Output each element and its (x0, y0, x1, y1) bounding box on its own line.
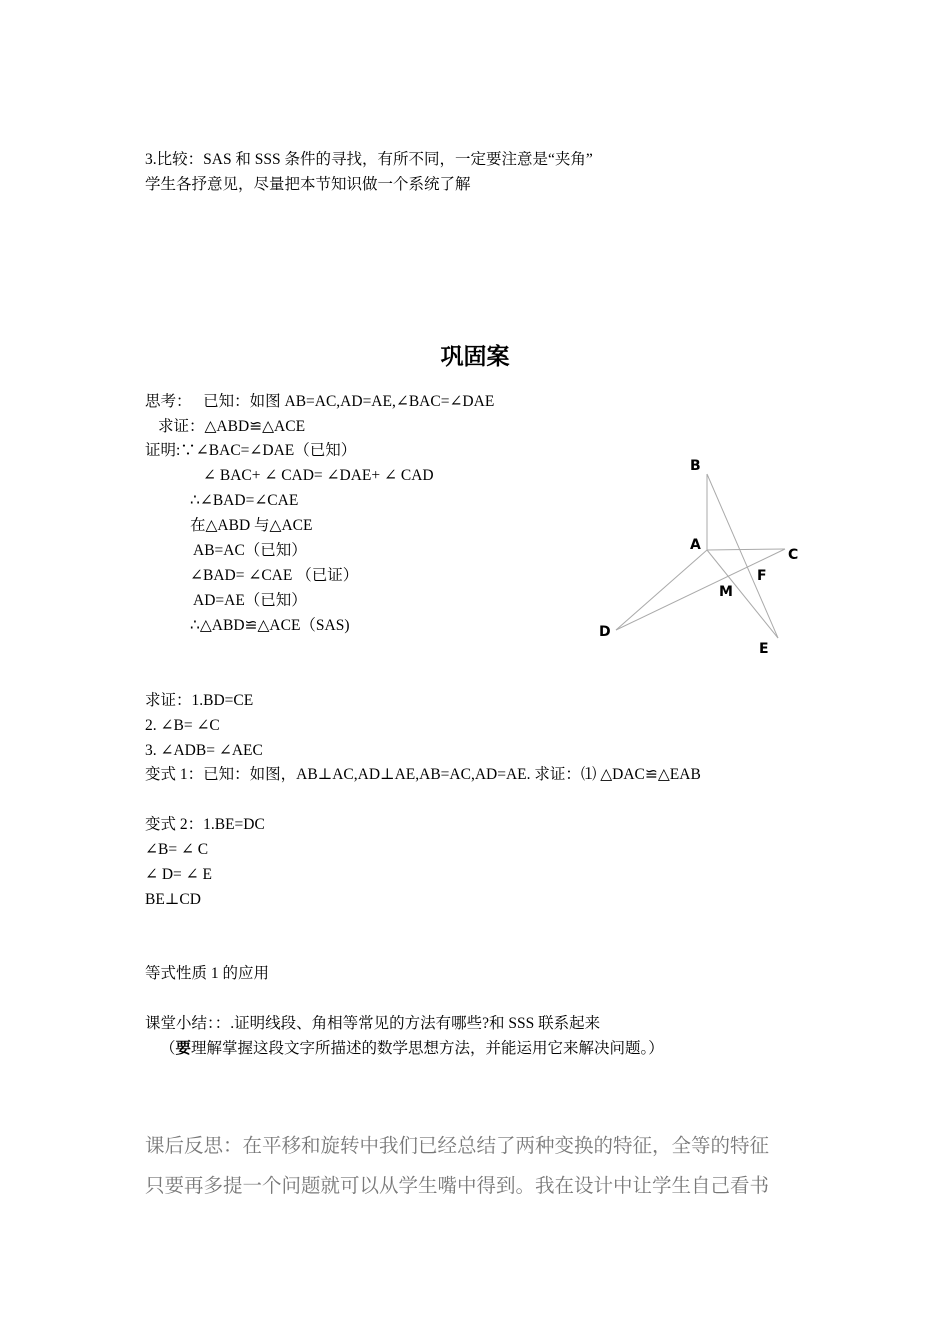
segment-DC (616, 549, 785, 630)
label-C: C (788, 547, 799, 563)
task-3: 3. ∠ADB= ∠AEC (145, 742, 263, 759)
label-A: A (690, 537, 701, 553)
proof-step-8: ∴△ABD≌△ACE（SAS) (190, 617, 350, 634)
proof-step-1: 证明:∵∠BAC=∠DAE（已知） (145, 442, 357, 459)
geometry-figure (590, 450, 820, 670)
reflection-line-1: 课后反思：在平移和旋转中我们已经总结了两种变换的特征，全等的特征 (145, 1134, 770, 1157)
label-E: E (759, 641, 769, 657)
variant-2-c: BE⊥CD (145, 891, 201, 908)
proof-step-6: ∠BAD= ∠CAE （已证） (190, 567, 359, 584)
variant-1: 变式 1：已知：如图，AB⊥AC,AD⊥AE,AB=AC,AD=AE. 求证：⑴ △DAC≌△EAB (145, 766, 701, 783)
segment-BE (707, 474, 778, 638)
task-2: 2. ∠B= ∠C (145, 717, 220, 734)
label-M: M (719, 584, 733, 600)
proof-step-2: ∠ BAC+ ∠ CAD= ∠DAE+ ∠ CAD (203, 467, 434, 484)
requirement-paren: （ (160, 1040, 176, 1057)
label-D: D (599, 624, 611, 640)
variant-2: 变式 2：1.BE=DC (145, 816, 265, 833)
label-B: B (690, 458, 701, 474)
task-1: 求证：1.BD=CE (145, 692, 254, 709)
variant-2-a: ∠B= ∠ C (145, 841, 209, 858)
proof-step-3: ∴∠BAD=∠CAE (190, 492, 299, 509)
class-summary: 课堂小结：：.证明线段、角相等常见的方法有哪些?和 SSS 联系起来 (145, 1015, 601, 1032)
segment-AE (707, 550, 778, 638)
reflection-line-2: 只要再多提一个问题就可以从学生嘴中得到。我在设计中让学生自己看书 (145, 1174, 770, 1197)
property-note: 等式性质 1 的应用 (145, 965, 270, 982)
opinion-note: 学生各抒意见，尽量把本节知识做一个系统了解 (145, 176, 471, 193)
compare-note: 3.比较：SAS 和 SSS 条件的寻找，有所不同，一定要注意是“夹角” (145, 151, 593, 168)
variant-2-b: ∠ D= ∠ E (145, 866, 213, 883)
segment-AD (616, 550, 707, 630)
think-line: 思考： 已知：如图 AB=AC,AD=AE,∠BAC=∠DAE (145, 393, 495, 410)
label-F: F (757, 568, 767, 584)
section-title: 巩固案 (440, 344, 510, 370)
proof-step-7: AD=AE（已知） (193, 592, 307, 609)
prove-line: 求证：△ABD≌△ACE (158, 418, 306, 435)
proof-step-5: AB=AC（已知） (193, 542, 307, 559)
requirement-bold: 要 (175, 1040, 192, 1057)
segment-AC (707, 549, 785, 550)
proof-step-4: 在△ABD 与△ACE (190, 517, 313, 534)
requirement-note (160, 1039, 664, 1059)
requirement-text: 理解掌握这段文字所描述的数学思想方法，并能运用它来解决问题。） (191, 1040, 664, 1057)
